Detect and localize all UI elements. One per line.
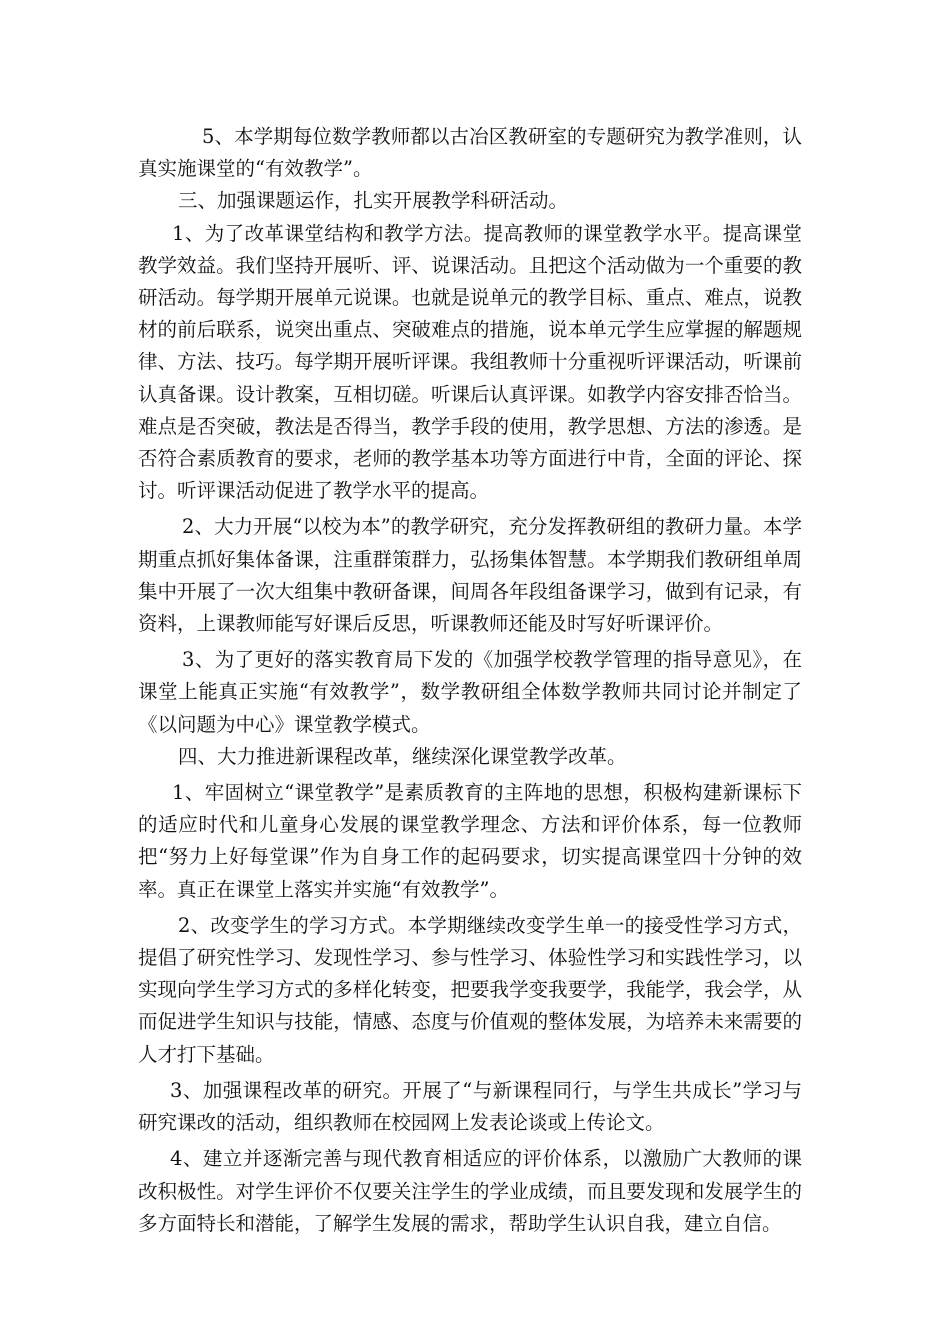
paragraph-lesson-evaluation: 1、为了改革课堂结构和教学方法。提高教师的课堂教学水平。提高课堂教学效益。我们坚持开展听、评、说课活动。且把这个活动做为一个重要的教研活动。每学期开展单元说课。也就是说单元的教学目标、重点、难点，说教材的前后联系，说突出重点、突破难点的措施，说本单元学生应掌握的解题规律、方法、技巧。每学期开展听评课。我组教师十分重视听评课活动，听课前认真备课。设计教案，互相切磋。听课后认真评课。如教学内容安排否恰当。难点是否突破，教法是否得当，教学手段的使用，教学思想、方法的渗透。是否符合素质教育的要求，老师的教学基本功等方面进行中肯，全面的评论、探讨。听评课活动促进了教学水平的提高。 [138,221,802,503]
paragraph-evaluation-system: 4、建立并逐渐完善与现代教育相适应的评价体系，以激励广大教师的课改积极性。对学生评价不仅要关注学生的学业成绩，而且要发现和发展学生的多方面特长和潜能，了解学生发展的需求，帮助学生认识自我，建立自信。 [138,1147,802,1235]
paragraph-item-5-standard: 5、本学期每位数学教师都以古冶区教研室的专题研究为教学准则，认真实施课堂的“有效教学”。 [138,125,802,181]
section-heading-three: 三、加强课题运作，扎实开展教学科研活动。 [178,189,569,213]
paragraph-school-based-research: 2、大力开展“以校为本”的教学研究，充分发挥教研组的教研力量。本学期重点抓好集体备课，注重群策群力，弘扬集体智慧。本学期我们教研组单周集中开展了一次大组集中教研备课，间周各年段组备课学习，做到有记录，有资料，上课教师能写好课后反思，听课教师还能及时写好听课评价。 [138,515,802,636]
paragraph-learning-methods: 2、改变学生的学习方式。本学期继续改变学生单一的接受性学习方式，提倡了研究性学习、发现性学习、参与性学习、体验性学习和实践性学习，以实现向学生学习方式的多样化转变，把要我学变我要学，我能学，我会学，从而促进学生知识与技能，情感、态度与价值观的整体发展，为培养未来需要的人才打下基础。 [138,913,802,1066]
section-heading-four: 四、大力推进新课程改革，继续深化课堂教学改革。 [178,744,627,768]
paragraph-curriculum-research: 3、加强课程改革的研究。开展了“与新课程同行，与学生共成长”学习与研究课改的活动，组织教师在校园网上发表论谈或上传论文。 [138,1078,802,1135]
document-body [138,121,802,1240]
paragraph-classroom-teaching: 1、牢固树立“课堂教学”是素质教育的主阵地的思想，积极构建新课标下的适应时代和儿童身心发展的课堂教学理念、方法和评价体系，每一位教师把“努力上好每堂课”作为自身工作的起码要求，切实提高课堂四十分钟的效率。真正在课堂上落实并实施“有效教学”。 [138,781,802,901]
paragraph-teaching-model: 3、为了更好的落实教育局下发的《加强学校教学管理的指导意见》，在课堂上能真正实施“有效教学”，数学教研组全体数学教师共同讨论并制定了《以问题为中心》课堂教学模式。 [138,648,802,736]
